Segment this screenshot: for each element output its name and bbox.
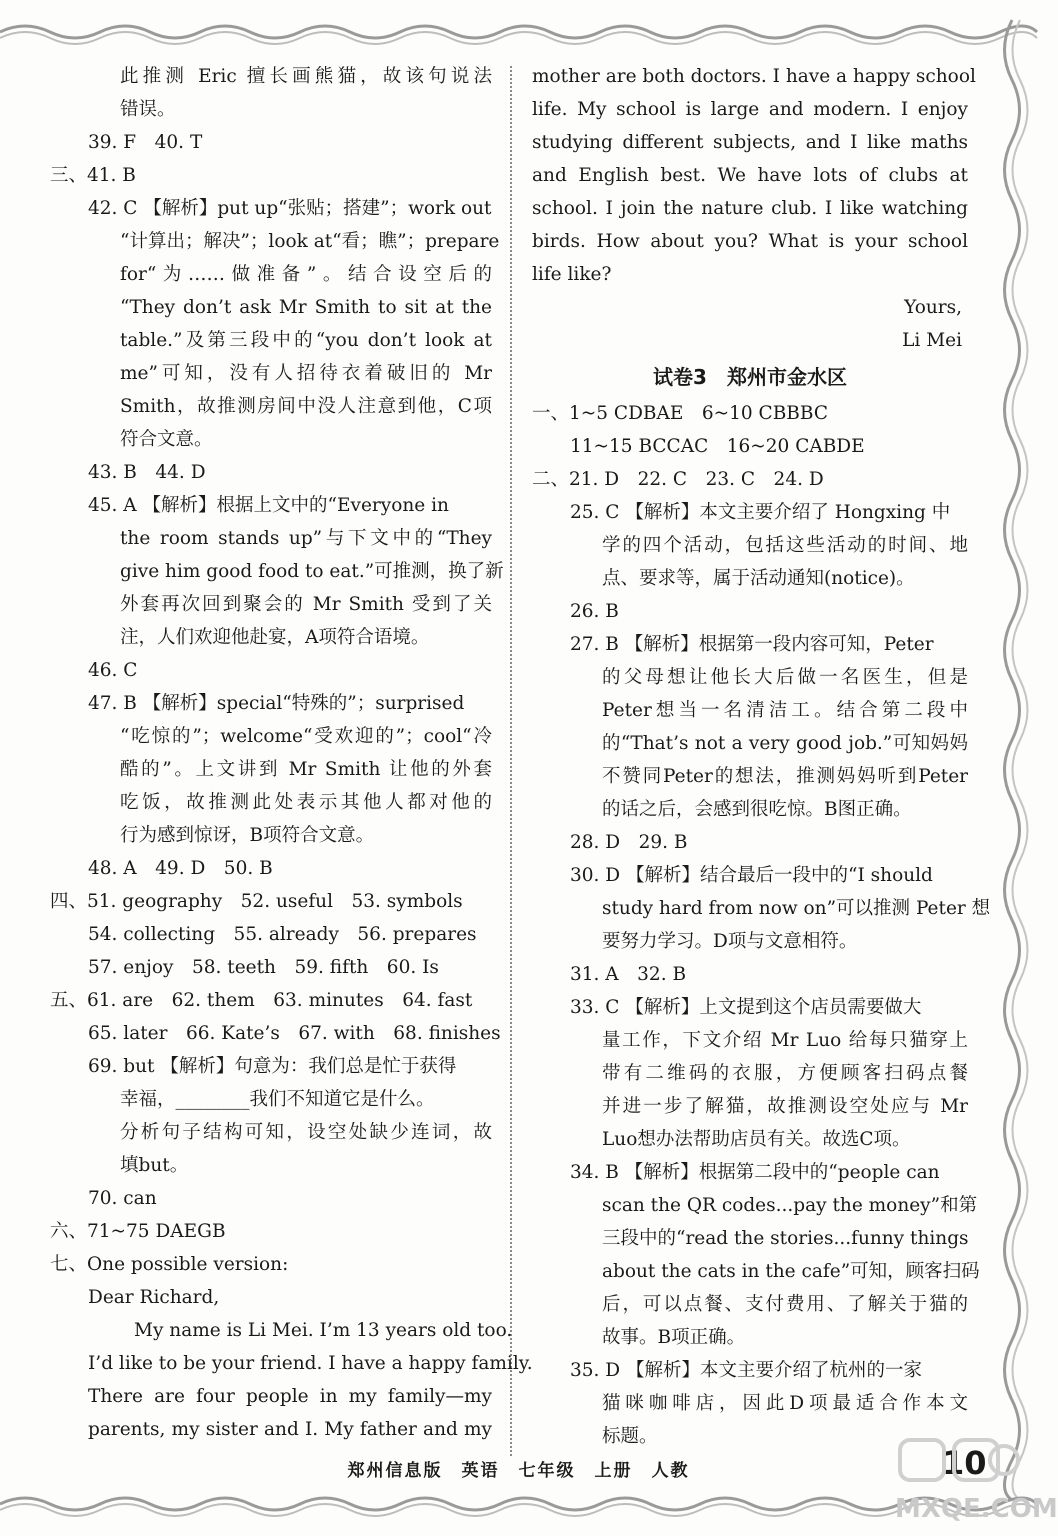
- text-line: 65. later 66. Kate’s 67. with 68. finishes: [88, 1023, 501, 1044]
- text-line: 要努力学习。D项与文意相符。: [602, 931, 858, 952]
- text-line: and English best. We have lots of clubs at: [532, 165, 968, 186]
- text-line: 二、21. D 22. C 23. C 24. D: [532, 469, 824, 490]
- text-line: 点、要求等，属于活动通知(notice)。: [602, 568, 915, 589]
- text-line: 三、41. B: [50, 165, 136, 186]
- text-line: 的话之后，会感到很吃惊。B图正确。: [602, 799, 912, 820]
- watermark-text: MXQE.COM: [895, 1494, 1058, 1524]
- text-line: 54. collecting 55. already 56. prepares: [88, 924, 477, 945]
- text-line: Peter想当一名清洁工。结合第二段中: [602, 700, 968, 721]
- text-line: 33. C 【解析】上文提到这个店员需要做大: [570, 997, 922, 1018]
- text-line: Li Mei: [902, 330, 962, 351]
- answer-list: [532, 397, 991, 1453]
- text-line: My name is Li Mei. I’m 13 years old too.: [134, 1320, 513, 1341]
- text-line: for“为……做准备”。结合设空后的: [120, 264, 492, 285]
- text-line: table.”及第三段中的“you don’t look at: [120, 330, 492, 351]
- decorative-wave-border-top: [0, 12, 1037, 52]
- text-line: 符合文意。: [120, 429, 213, 450]
- text-line: me”可知，没有人招待衣着破旧的 Mr: [120, 363, 492, 384]
- text-line: “They don’t ask Mr Smith to sit at the: [120, 297, 492, 318]
- text-line: 猫咪咖啡店，因此D项最适合作本文: [602, 1393, 968, 1414]
- text-line: school. I join the nature club. I like watching: [532, 198, 968, 219]
- text-line: 一、1~5 CDBAE 6~10 CBBBC: [532, 403, 829, 424]
- text-line: 48. A 49. D 50. B: [88, 858, 273, 879]
- column-divider: [510, 66, 512, 1456]
- text-line: 标题。: [602, 1426, 658, 1447]
- text-line: 45. A 【解析】根据上文中的“Everyone in: [88, 495, 449, 516]
- text-line: 27. B 【解析】根据第一段内容可知，Peter: [570, 634, 934, 655]
- text-line: 57. enjoy 58. teeth 59. fifth 60. Is: [88, 957, 439, 978]
- text-line: 外套再次回到聚会的 Mr Smith 受到了关: [120, 594, 492, 615]
- text-line: “计算出；解决”；look at“看；瞧”；prepare: [120, 231, 500, 252]
- text-line: birds. How about you? What is your school: [532, 231, 968, 252]
- text-line: 幸福，________我们不知道它是什么。: [120, 1089, 435, 1110]
- watermark-logo-icon: [892, 1430, 1022, 1490]
- right-column: [532, 60, 991, 1453]
- text-line: 35. D 【解析】本文主要介绍了杭州的一家: [570, 1360, 923, 1381]
- text-line: 46. C: [88, 660, 138, 681]
- text-line: 四、51. geography 52. useful 53. symbols: [50, 891, 463, 912]
- page-number: 10: [942, 1444, 987, 1482]
- text-line: 并进一步了解猫，故推测设空处应与 Mr: [602, 1096, 968, 1117]
- text-line: I’d like to be your friend. I have a happy family.: [88, 1353, 533, 1374]
- text-line: Yours,: [904, 297, 962, 318]
- text-line: scan the QR codes...pay the money”和第: [602, 1195, 978, 1216]
- decorative-wave-border-bottom: [0, 1490, 1037, 1530]
- text-line: 五、61. are 62. them 63. minutes 64. fast: [50, 990, 473, 1011]
- text-line: 后，可以点餐、支付费用、了解关于猫的: [602, 1294, 968, 1315]
- text-line: 30. D 【解析】结合最后一段中的“I should: [570, 865, 933, 886]
- text-line: 带有二维码的衣服，方便顾客扫码点餐: [602, 1063, 968, 1084]
- text-line: 39. F 40. T: [88, 132, 203, 153]
- text-line: 11~15 BCCAC 16~20 CABDE: [570, 436, 865, 457]
- text-line: 六、71~75 DAEGB: [50, 1221, 226, 1242]
- text-line: 量工作，下文介绍 Mr Luo 给每只猫穿上: [602, 1030, 968, 1051]
- text-line: 吃饭，故推测此处表示其他人都对他的: [120, 792, 492, 813]
- text-line: 故事。B项正确。: [602, 1327, 746, 1348]
- text-line: 此推测 Eric 擅长画熊猫，故该句说法: [120, 66, 492, 87]
- text-line: about the cats in the cafe”可知，顾客扫码: [602, 1261, 980, 1282]
- text-line: 28. D 29. B: [570, 832, 688, 853]
- text-line: study hard from now on”可以推测 Peter 想: [602, 898, 991, 919]
- text-line: 42. C 【解析】put up“张贴；搭建”；work out: [88, 198, 492, 219]
- text-line: 三段中的“read the stories...funny things: [602, 1228, 969, 1249]
- text-line: 25. C 【解析】本文主要介绍了 Hongxing 中: [570, 502, 951, 523]
- text-line: 70. can: [88, 1188, 157, 1209]
- text-line: 43. B 44. D: [88, 462, 206, 483]
- text-line: 的“That’s not a very good job.”可知妈妈: [602, 733, 968, 754]
- text-line: parents, my sister and I. My father and my: [88, 1419, 492, 1440]
- text-line: 学的四个活动，包括这些活动的时间、地: [602, 535, 968, 556]
- text-line: 34. B 【解析】根据第二段中的“people can: [570, 1162, 940, 1183]
- text-line: Smith，故推测房间中没人注意到他，C项: [120, 396, 492, 417]
- text-line: There are four people in my family—my: [88, 1386, 492, 1407]
- text-line: 69. but 【解析】句意为：我们总是忙于获得: [88, 1056, 457, 1077]
- text-line: 47. B 【解析】special“特殊的”；surprised: [88, 693, 465, 714]
- text-line: 31. A 32. B: [570, 964, 687, 985]
- text-line: 分析句子结构可知，设空处缺少连词，故: [120, 1122, 492, 1143]
- text-line: “吃惊的”；welcome“受欢迎的”；cool“冷: [120, 726, 492, 747]
- text-line: life like?: [532, 264, 612, 285]
- section-title: 试卷3 郑州市金水区: [653, 365, 847, 389]
- text-line: Dear Richard,: [88, 1287, 220, 1308]
- text-line: 七、One possible version:: [50, 1254, 289, 1275]
- text-line: 酷的”。上文讲到 Mr Smith 让他的外套: [120, 759, 492, 780]
- text-line: mother are both doctors. I have a happy school: [532, 66, 976, 87]
- text-line: life. My school is large and modern. I enjoy: [532, 99, 968, 120]
- text-line: 注，人们欢迎他赴宴，A项符合语境。: [120, 627, 430, 648]
- text-line: 行为感到惊讶，B项符合文意。: [120, 825, 375, 846]
- page-footer: 郑州信息版 英语 七年级 上册 人教: [347, 1461, 690, 1481]
- text-line: the room stands up”与下文中的“They: [120, 528, 492, 549]
- text-line: 的父母想让他长大后做一名医生，但是: [602, 667, 968, 688]
- text-line: 错误。: [120, 99, 176, 120]
- text-line: Luo想办法帮助店员有关。故选C项。: [602, 1129, 911, 1150]
- text-line: 填but。: [120, 1155, 189, 1176]
- left-column: [50, 60, 533, 1446]
- text-line: 26. B: [570, 601, 619, 622]
- text-line: give him good food to eat.”可推测，换了新: [120, 561, 504, 582]
- decorative-wave-border-right: [987, 20, 1037, 1500]
- essay-continuation: [532, 60, 976, 357]
- text-line: 不赞同Peter的想法，推测妈妈听到Peter: [602, 766, 968, 787]
- text-line: studying different subjects, and I like maths: [532, 132, 968, 153]
